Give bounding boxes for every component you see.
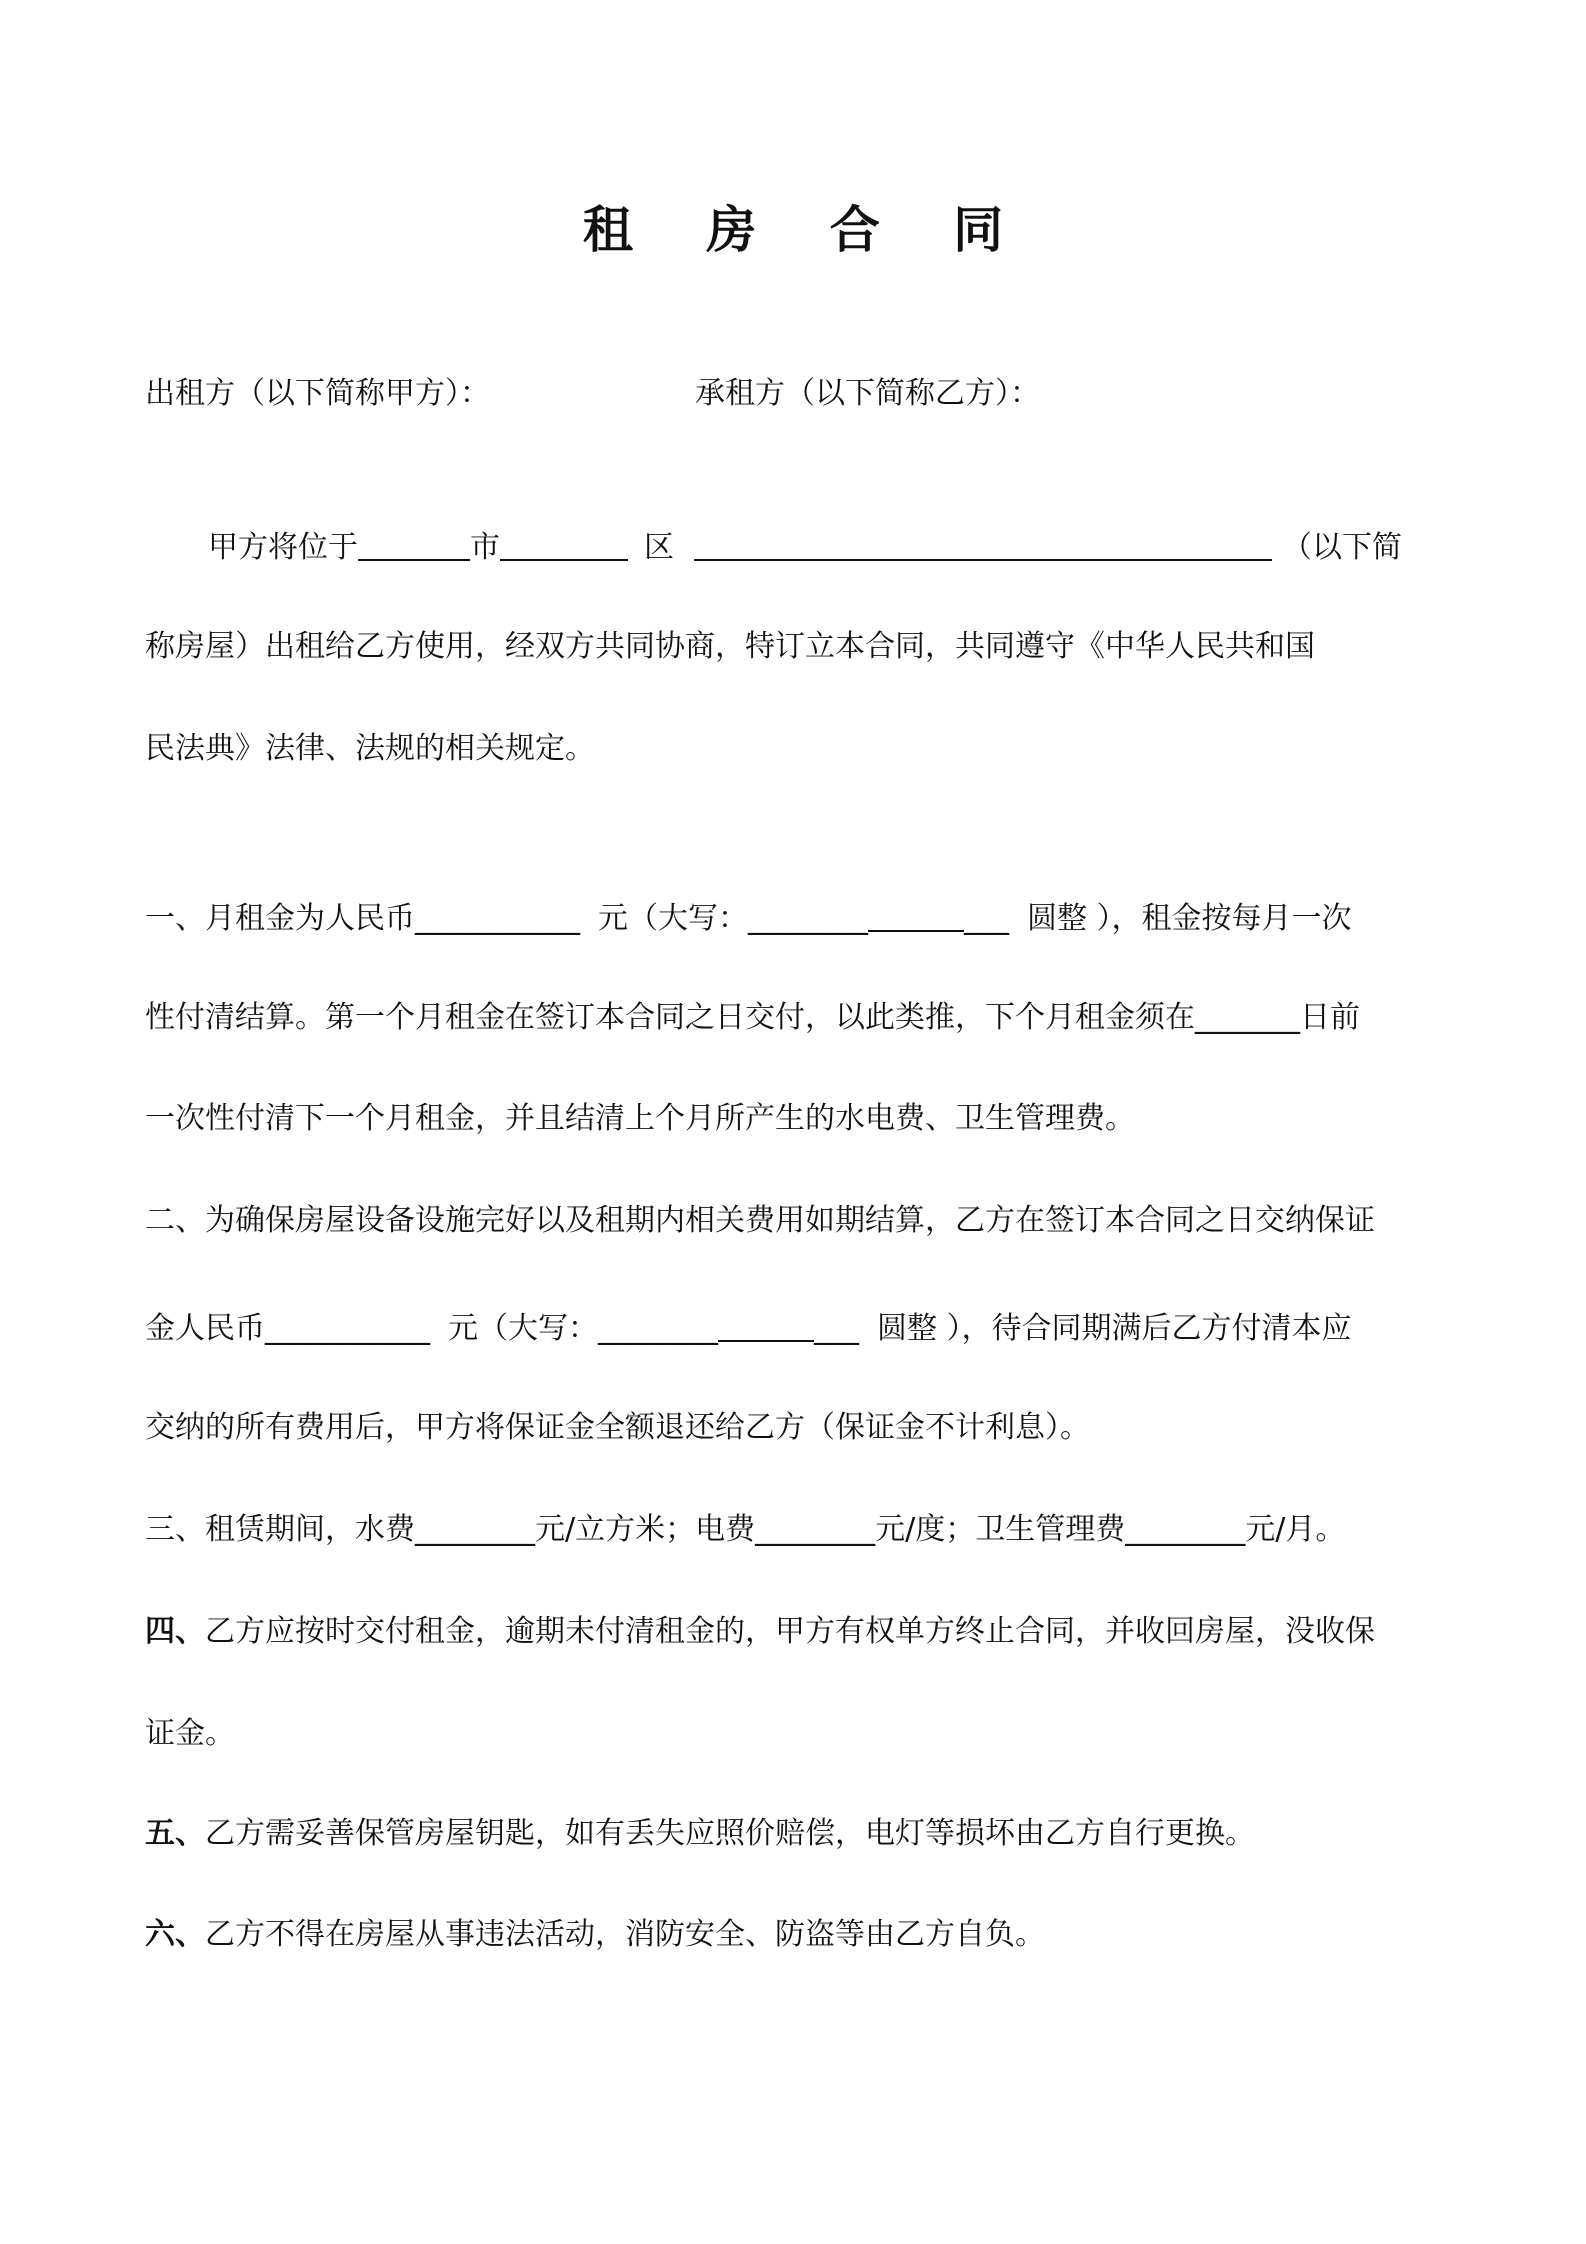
clause-1-rent-label: 一、月租金为人民币	[145, 901, 415, 936]
clause-2-line-3: 交纳的所有费用后，甲方将保证金全额退还给乙方（保证金不计利息）。	[145, 1410, 1090, 1445]
electricity-fee-label: 元/立方米；电费	[535, 1512, 756, 1547]
clause-4-text: 乙方应按时交付租金，逾期未付清租金的，甲方有权单方终止合同，并收回房屋，没收保	[205, 1614, 1375, 1649]
rent-amount-blank: ___________	[415, 901, 580, 936]
clause-4-line-1	[145, 1610, 1375, 1654]
city-blank	[358, 529, 470, 561]
clause-5-text: 乙方需妥善保管房屋钥匙，如有丢失应照价赔偿，电灯等损坏由乙方自行更换。	[205, 1816, 1255, 1851]
clause-1-line-1	[145, 896, 1352, 941]
sanitation-fee-unit: 元/月。	[1245, 1512, 1346, 1547]
clause-2-line-1: 二、为确保房屋设备设施完好以及租期内相关费用如期结算，乙方在签订本合同之日交纳保证	[145, 1203, 1375, 1238]
rent-capital-label: 元（大写：	[598, 901, 748, 936]
deposit-capital-blank-gap	[718, 1310, 814, 1342]
water-fee-blank: ________	[415, 1512, 535, 1547]
deposit-capital-blank-2: ___	[814, 1311, 859, 1346]
water-fee-label: 三、租赁期间，水费	[145, 1512, 415, 1547]
deposit-amount-blank: ___________	[265, 1311, 430, 1346]
clause-1-line-3: 一次性付清下一个月租金，并且结清上个月所产生的水电费、卫生管理费。	[145, 1101, 1135, 1136]
intro-line-3: 民法典》法律、法规的相关规定。	[145, 731, 595, 766]
address-blank	[694, 529, 1272, 561]
rent-capital-blank-1: ________	[748, 901, 868, 936]
rent-capital-blank-2: ___	[964, 901, 1009, 936]
clause-1-day-label: 日前	[1300, 1000, 1360, 1035]
lessor-label: 出租方（以下简称甲方）：	[145, 376, 490, 411]
district-blank	[500, 529, 628, 561]
sanitation-fee-blank: ________	[1125, 1512, 1246, 1547]
deposit-label: 金人民币	[145, 1311, 265, 1346]
intro-line-1	[208, 525, 1402, 570]
clause-6-number: 六、	[145, 1917, 205, 1952]
intro-text-location: 甲方将位于	[208, 530, 358, 565]
intro-line-2: 称房屋）出租给乙方使用，经双方共同协商，特订立本合同，共同遵守《中华人民共和国	[145, 629, 1315, 664]
clause-1-line-2	[145, 996, 1360, 1040]
clause-3-line	[145, 1508, 1345, 1552]
clause-1-text: 圆整 ），租金按每月一次	[1027, 901, 1352, 936]
payment-day-blank: _______	[1195, 1000, 1300, 1035]
clause-4-number: 四、	[145, 1614, 205, 1649]
clause-6-text: 乙方不得在房屋从事违法活动，消防安全、防盗等由乙方自负。	[205, 1917, 1045, 1952]
district-label: 区	[644, 530, 674, 565]
lessee-label: 承租方（以下简称乙方）：	[695, 376, 1040, 411]
intro-text-abbrev: （以下简	[1282, 530, 1402, 565]
sanitation-fee-label: 元/度；卫生管理费	[875, 1512, 1126, 1547]
clause-5-number: 五、	[145, 1816, 205, 1851]
rent-capital-blank-gap	[868, 900, 964, 932]
document-title: 租 房 合 同	[582, 201, 1032, 259]
deposit-capital-blank-1: ________	[598, 1311, 718, 1346]
clause-5-line	[145, 1812, 1255, 1856]
clause-2-line-2	[145, 1306, 1352, 1351]
electricity-fee-blank: ________	[755, 1512, 876, 1547]
clause-6-line	[145, 1913, 1045, 1957]
clause-4-line-2: 证金。	[145, 1716, 235, 1751]
clause-1-payment-text: 性付清结算。第一个月租金在签订本合同之日交付，以此类推，下个月租金须在	[145, 1000, 1195, 1035]
clause-2-text: 圆整 ），待合同期满后乙方付清本应	[877, 1311, 1352, 1346]
deposit-capital-label: 元（大写：	[448, 1311, 598, 1346]
city-label: 市	[470, 530, 500, 565]
